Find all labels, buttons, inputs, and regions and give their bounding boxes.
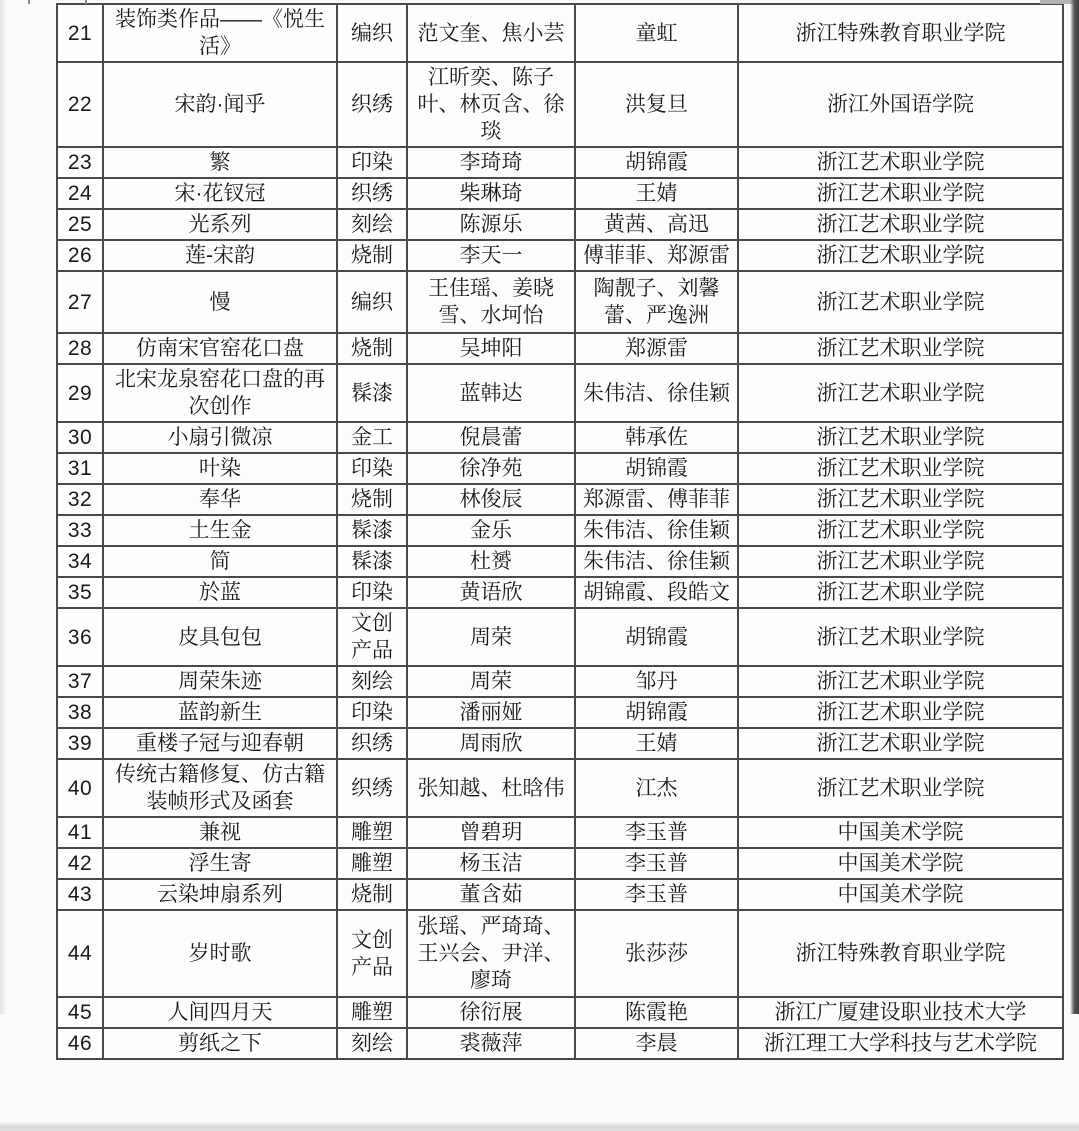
title-cell: 土生金 (103, 515, 337, 546)
table-row (57, 453, 1063, 484)
institution-cell: 浙江艺术职业学院 (738, 422, 1063, 453)
advisors-cell: 胡锦霞 (575, 697, 738, 728)
title-cell: 於蓝 (103, 577, 337, 608)
table-row (57, 697, 1063, 728)
institution-cell: 浙江艺术职业学院 (738, 728, 1063, 759)
title-cell: 浮生寄 (103, 848, 337, 879)
scan-artifact-tick (28, 0, 30, 4)
advisors-cell: 陶靓子、刘馨蕾、严逸洲 (575, 271, 738, 333)
advisors-cell: 韩承佐 (575, 422, 738, 453)
title-cell: 奉华 (103, 484, 337, 515)
serial-cell: 38 (57, 697, 103, 728)
title-cell: 兼视 (103, 817, 337, 848)
serial-cell: 43 (57, 879, 103, 910)
institution-cell: 浙江艺术职业学院 (738, 608, 1063, 666)
category-cell: 雕塑 (337, 817, 407, 848)
authors-cell: 倪晨蕾 (407, 422, 575, 453)
photo-edge-left (0, 0, 7, 1014)
institution-cell: 浙江特殊教育职业学院 (738, 4, 1063, 62)
advisors-cell: 李玉普 (575, 848, 738, 879)
authors-cell: 潘丽娅 (407, 697, 575, 728)
serial-cell: 31 (57, 453, 103, 484)
authors-cell: 徐净苑 (407, 453, 575, 484)
authors-cell: 李琦琦 (407, 147, 575, 178)
advisors-cell: 童虹 (575, 4, 738, 62)
institution-cell: 浙江广厦建设职业技术大学 (738, 997, 1063, 1028)
category-cell: 编织 (337, 4, 407, 62)
serial-cell: 42 (57, 848, 103, 879)
authors-cell: 裘薇萍 (407, 1028, 575, 1059)
institution-cell: 浙江艺术职业学院 (738, 271, 1063, 333)
serial-cell: 25 (57, 209, 103, 240)
institution-cell: 中国美术学院 (738, 848, 1063, 879)
table-row (57, 879, 1063, 910)
title-cell: 莲-宋韵 (103, 240, 337, 271)
serial-cell: 36 (57, 608, 103, 666)
serial-cell: 28 (57, 333, 103, 364)
serial-cell: 45 (57, 997, 103, 1028)
category-cell: 刻绘 (337, 209, 407, 240)
authors-cell: 金乐 (407, 515, 575, 546)
table-row (57, 515, 1063, 546)
table-row (57, 240, 1063, 271)
authors-cell: 曾碧玥 (407, 817, 575, 848)
title-cell: 蓝韵新生 (103, 697, 337, 728)
title-cell: 传统古籍修复、仿古籍装帧形式及函套 (103, 759, 337, 817)
authors-cell: 杜赟 (407, 546, 575, 577)
authors-cell: 范文奎、焦小芸 (407, 4, 575, 62)
category-cell: 织绣 (337, 759, 407, 817)
authors-cell: 李天一 (407, 240, 575, 271)
advisors-cell: 朱伟洁、徐佳颖 (575, 546, 738, 577)
title-cell: 慢 (103, 271, 337, 333)
table-row (57, 848, 1063, 879)
institution-cell: 浙江艺术职业学院 (738, 546, 1063, 577)
serial-cell: 35 (57, 577, 103, 608)
table-row (57, 728, 1063, 759)
advisors-cell: 郑源雷、傅菲菲 (575, 484, 738, 515)
category-cell: 文创产品 (337, 910, 407, 997)
table-row (57, 147, 1063, 178)
authors-cell: 董含茹 (407, 879, 575, 910)
table-row (57, 577, 1063, 608)
advisors-cell: 黄茜、高迅 (575, 209, 738, 240)
advisors-cell: 李玉普 (575, 817, 738, 848)
advisors-cell: 张莎莎 (575, 910, 738, 997)
title-cell: 皮具包包 (103, 608, 337, 666)
table-row (57, 910, 1063, 997)
authors-cell: 杨玉洁 (407, 848, 575, 879)
table-row (57, 4, 1063, 62)
institution-cell: 浙江艺术职业学院 (738, 240, 1063, 271)
institution-cell: 浙江艺术职业学院 (738, 209, 1063, 240)
serial-cell: 39 (57, 728, 103, 759)
category-cell: 印染 (337, 453, 407, 484)
advisors-cell: 朱伟洁、徐佳颖 (575, 364, 738, 422)
title-cell: 剪纸之下 (103, 1028, 337, 1059)
serial-cell: 23 (57, 147, 103, 178)
title-cell: 云染坤扇系列 (103, 879, 337, 910)
advisors-cell: 邹丹 (575, 666, 738, 697)
advisors-cell: 胡锦霞 (575, 608, 738, 666)
serial-cell: 41 (57, 817, 103, 848)
category-cell: 织绣 (337, 728, 407, 759)
serial-cell: 27 (57, 271, 103, 333)
serial-cell: 46 (57, 1028, 103, 1059)
photo-edge-right (1070, 0, 1079, 1014)
title-cell: 北宋龙泉窑花口盘的再次创作 (103, 364, 337, 422)
title-cell: 周荣朱迹 (103, 666, 337, 697)
category-cell: 雕塑 (337, 848, 407, 879)
advisors-cell: 胡锦霞、段皓文 (575, 577, 738, 608)
authors-cell: 徐衍展 (407, 997, 575, 1028)
category-cell: 雕塑 (337, 997, 407, 1028)
institution-cell: 浙江特殊教育职业学院 (738, 910, 1063, 997)
serial-cell: 33 (57, 515, 103, 546)
institution-cell: 浙江艺术职业学院 (738, 697, 1063, 728)
scan-artifact-tick (85, 0, 87, 4)
category-cell: 烧制 (337, 333, 407, 364)
advisors-cell: 傅菲菲、郑源雷 (575, 240, 738, 271)
serial-cell: 21 (57, 4, 103, 62)
category-cell: 金工 (337, 422, 407, 453)
table-row (57, 608, 1063, 666)
table-row (57, 178, 1063, 209)
advisors-cell: 洪复旦 (575, 62, 738, 147)
serial-cell: 22 (57, 62, 103, 147)
authors-cell: 江昕奕、陈子叶、林页含、徐琰 (407, 62, 575, 147)
advisors-cell: 江杰 (575, 759, 738, 817)
category-cell: 烧制 (337, 879, 407, 910)
awards-table-body (57, 4, 1063, 1059)
advisors-cell: 胡锦霞 (575, 147, 738, 178)
table-row (57, 484, 1063, 515)
category-cell: 织绣 (337, 178, 407, 209)
institution-cell: 浙江艺术职业学院 (738, 453, 1063, 484)
category-cell: 文创产品 (337, 608, 407, 666)
institution-cell: 浙江艺术职业学院 (738, 364, 1063, 422)
title-cell: 小扇引微凉 (103, 422, 337, 453)
institution-cell: 浙江艺术职业学院 (738, 333, 1063, 364)
authors-cell: 陈源乐 (407, 209, 575, 240)
title-cell: 重楼子冠与迎春朝 (103, 728, 337, 759)
authors-cell: 周荣 (407, 608, 575, 666)
table-row (57, 1028, 1063, 1059)
authors-cell: 周荣 (407, 666, 575, 697)
institution-cell: 浙江艺术职业学院 (738, 759, 1063, 817)
serial-cell: 29 (57, 364, 103, 422)
title-cell: 装饰类作品——《悦生活》 (103, 4, 337, 62)
institution-cell: 浙江艺术职业学院 (738, 178, 1063, 209)
institution-cell: 浙江艺术职业学院 (738, 484, 1063, 515)
title-cell: 简 (103, 546, 337, 577)
serial-cell: 44 (57, 910, 103, 997)
photo-edge-bottom (0, 1121, 1079, 1131)
serial-cell: 34 (57, 546, 103, 577)
authors-cell: 蓝韩达 (407, 364, 575, 422)
authors-cell: 林俊辰 (407, 484, 575, 515)
table-row (57, 422, 1063, 453)
category-cell: 印染 (337, 147, 407, 178)
advisors-cell: 王婧 (575, 178, 738, 209)
serial-cell: 32 (57, 484, 103, 515)
institution-cell: 浙江外国语学院 (738, 62, 1063, 147)
serial-cell: 24 (57, 178, 103, 209)
table-row (57, 62, 1063, 147)
category-cell: 髹漆 (337, 364, 407, 422)
institution-cell: 浙江理工大学科技与艺术学院 (738, 1028, 1063, 1059)
awards-table (56, 3, 1064, 1060)
table-row (57, 364, 1063, 422)
advisors-cell: 李晨 (575, 1028, 738, 1059)
table-row (57, 546, 1063, 577)
category-cell: 印染 (337, 577, 407, 608)
institution-cell: 浙江艺术职业学院 (738, 666, 1063, 697)
category-cell: 编织 (337, 271, 407, 333)
category-cell: 烧制 (337, 240, 407, 271)
authors-cell: 柴琳琦 (407, 178, 575, 209)
title-cell: 仿南宋官窑花口盘 (103, 333, 337, 364)
serial-cell: 40 (57, 759, 103, 817)
authors-cell: 张知越、杜晗伟 (407, 759, 575, 817)
institution-cell: 浙江艺术职业学院 (738, 577, 1063, 608)
title-cell: 人间四月天 (103, 997, 337, 1028)
authors-cell: 张瑶、严琦琦、王兴会、尹洋、廖琦 (407, 910, 575, 997)
institution-cell: 浙江艺术职业学院 (738, 147, 1063, 178)
serial-cell: 26 (57, 240, 103, 271)
category-cell: 髹漆 (337, 515, 407, 546)
advisors-cell: 郑源雷 (575, 333, 738, 364)
advisors-cell: 朱伟洁、徐佳颖 (575, 515, 738, 546)
advisors-cell: 李玉普 (575, 879, 738, 910)
title-cell: 繁 (103, 147, 337, 178)
table-row (57, 997, 1063, 1028)
category-cell: 印染 (337, 697, 407, 728)
advisors-cell: 陈霞艳 (575, 997, 738, 1028)
authors-cell: 周雨欣 (407, 728, 575, 759)
category-cell: 髹漆 (337, 546, 407, 577)
table-row (57, 271, 1063, 333)
title-cell: 岁时歌 (103, 910, 337, 997)
table-row (57, 759, 1063, 817)
institution-cell: 中国美术学院 (738, 879, 1063, 910)
advisors-cell: 王婧 (575, 728, 738, 759)
table-row (57, 209, 1063, 240)
authors-cell: 黄语欣 (407, 577, 575, 608)
category-cell: 烧制 (337, 484, 407, 515)
title-cell: 光系列 (103, 209, 337, 240)
title-cell: 叶染 (103, 453, 337, 484)
category-cell: 刻绘 (337, 1028, 407, 1059)
table-row (57, 817, 1063, 848)
advisors-cell: 胡锦霞 (575, 453, 738, 484)
serial-cell: 30 (57, 422, 103, 453)
serial-cell: 37 (57, 666, 103, 697)
table-row (57, 666, 1063, 697)
authors-cell: 吴坤阳 (407, 333, 575, 364)
institution-cell: 浙江艺术职业学院 (738, 515, 1063, 546)
authors-cell: 王佳瑶、姜晓雪、水坷怡 (407, 271, 575, 333)
title-cell: 宋韵·闻乎 (103, 62, 337, 147)
table-row (57, 333, 1063, 364)
category-cell: 织绣 (337, 62, 407, 147)
title-cell: 宋·花钗冠 (103, 178, 337, 209)
category-cell: 刻绘 (337, 666, 407, 697)
institution-cell: 中国美术学院 (738, 817, 1063, 848)
